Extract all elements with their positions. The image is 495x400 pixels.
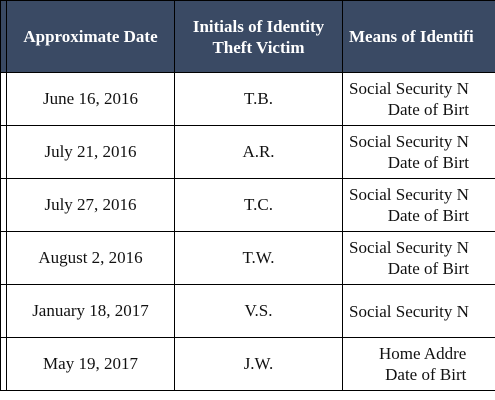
means-cell — [343, 73, 495, 126]
means-cell — [343, 179, 495, 232]
initials-cell: V.S. — [175, 285, 343, 338]
date-cell: August 2, 2016 — [7, 232, 175, 285]
means-cell — [343, 126, 495, 179]
date-cell: June 16, 2016 — [7, 73, 175, 126]
initials-cell: T.B. — [175, 73, 343, 126]
means-line1: Social Security N — [349, 79, 469, 98]
initials-cell: T.C. — [175, 179, 343, 232]
date-cell: May 19, 2017 — [7, 338, 175, 391]
header-approximate-date: Approximate Date — [7, 1, 175, 73]
initials-cell: A.R. — [175, 126, 343, 179]
means-line1: Social Security N — [349, 132, 469, 151]
header-initials-line1: Initials of Identity — [192, 16, 325, 36]
date-cell: July 27, 2016 — [7, 179, 175, 232]
means-line1: Social Security N — [349, 238, 469, 257]
table-row — [1, 285, 495, 338]
means-line1: Home Addre — [379, 344, 467, 363]
means-line2: Date of Birt — [387, 100, 469, 119]
table-row — [1, 232, 495, 285]
date-cell: July 21, 2016 — [7, 126, 175, 179]
means-cell — [343, 285, 495, 338]
table-row — [1, 338, 495, 391]
table-row — [1, 126, 495, 179]
table-header-row — [1, 1, 495, 73]
means-line2: Date of Birt — [387, 206, 469, 225]
initials-cell: J.W. — [175, 338, 343, 391]
means-line2: Date of Birt — [387, 153, 469, 172]
means-cell — [343, 232, 495, 285]
date-cell: January 18, 2017 — [7, 285, 175, 338]
header-initials-line2: Theft Victim — [212, 37, 305, 57]
header-means: Means of Identifi — [343, 1, 495, 73]
means-line2: Date of Birt — [387, 259, 469, 278]
means-line2: Date of Birt — [385, 365, 467, 384]
means-line1: Social Security N — [349, 185, 469, 204]
means-cell — [343, 338, 495, 391]
means-line1: Social Security N — [349, 301, 469, 321]
table-row — [1, 179, 495, 232]
table-row — [1, 73, 495, 126]
initials-cell: T.W. — [175, 232, 343, 285]
header-initials — [175, 1, 343, 73]
